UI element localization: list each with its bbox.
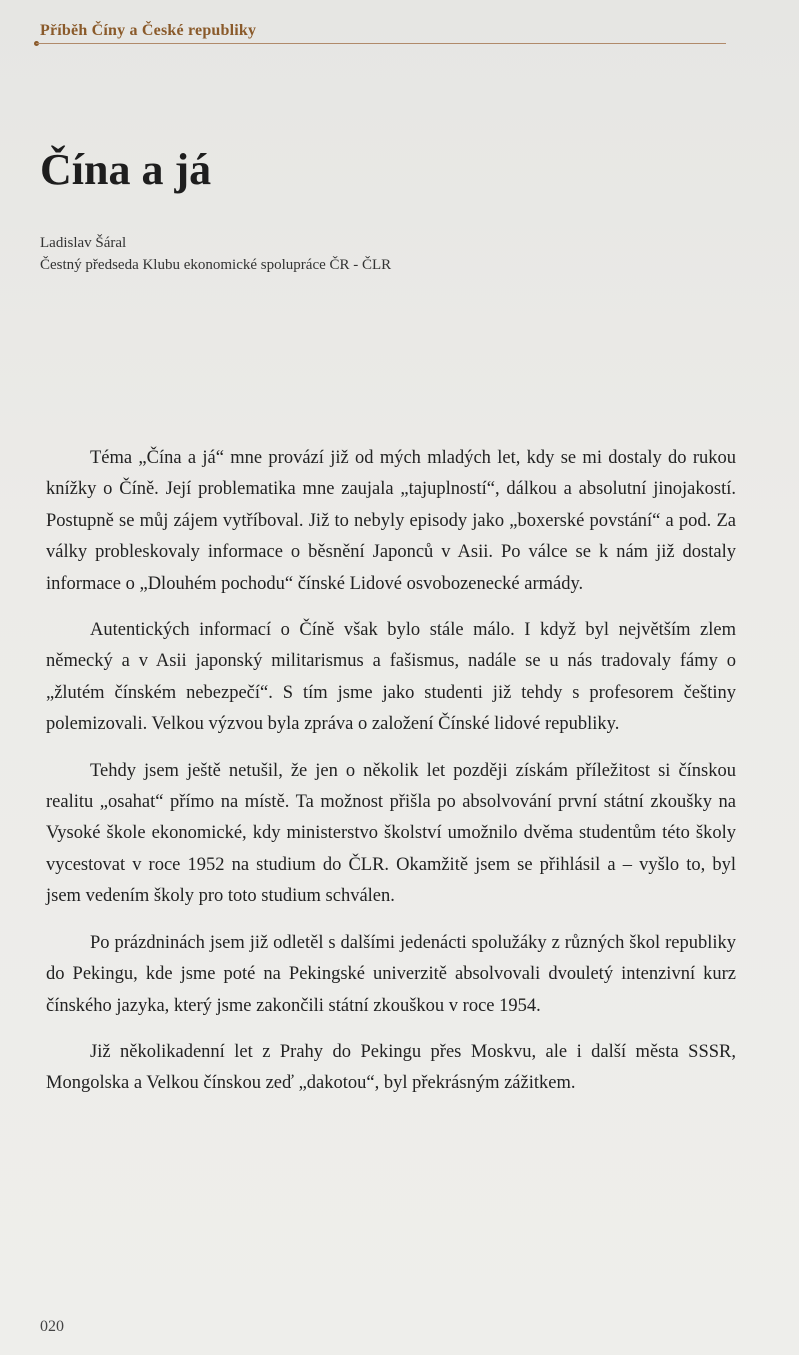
page-number: 020 [40, 1318, 64, 1335]
article-title: Čína a já [40, 145, 212, 194]
paragraph: Autentických informací o Číně však bylo stále málo. I když byl největším zlem německý a v Asii japonský militarismus a fašismus, nadále se u nás tradovaly fámy o „žlutém čínském nebezpečí“. S tím jsme jako studenti již tehdy s profesorem češtiny polemizovali. Velkou výzvou byla zpráva o založení Čínské lidové republiky. [46, 620, 736, 735]
running-header: Příběh Číny a České republiky [40, 22, 257, 39]
paragraph: Již několikadenní let z Prahy do Pekingu přes Moskvu, ale i další města SSSR, Mongolska a Velkou čínskou zeď „dakotou“, byl překrásným zážitkem. [46, 1041, 736, 1094]
article-body [46, 443, 736, 1115]
paragraph: Po prázdninách jsem již odletěl s dalšími jedenácti spolužáky z různých škol republiky do Pekingu, kde jsme poté na Pekingské univerzitě absolvovali dvouletý intenzivní kurz čínského jazyka, který jsme zakončili státní zkouškou v roce 1954. [46, 932, 736, 1016]
header-rule [36, 43, 726, 44]
paragraph: Téma „Čína a já“ mne provází již od mých mladých let, kdy se mi dostaly do rukou knížky o Číně. Její problematika mne zaujala „tajuplností“, dálkou a absolutní jinojakostí. Postupně se můj zájem vytříboval. Již to nebyly episody jako „boxerské povstání“ a pod. Za války probleskovaly informace o běsnění Japonců v Asii. Po válce se k nám již dostaly informace o „Dlouhém pochodu“ čínské Lidové osvobozenecké armády. [46, 448, 736, 594]
author-name: Ladislav Šáral [40, 235, 127, 251]
paragraph: Tehdy jsem ještě netušil, že jen o několik let později získám příležitost si čínskou realitu „osahat“ přímo na místě. Ta možnost přišla po absolvování první státní zkoušky na Vysoké škole ekonomické, kdy ministerstvo školství umožnilo dvěma studentům této školy vycestovat v roce 1952 na studium do ČLR. Okamžitě jsem se přihlásil a – vyšlo to, byl jsem vedením školy pro toto studium schválen. [46, 760, 736, 907]
author-block [40, 232, 391, 276]
author-role: Čestný předseda Klubu ekonomické spolupráce ČR - ČLR [40, 257, 392, 273]
